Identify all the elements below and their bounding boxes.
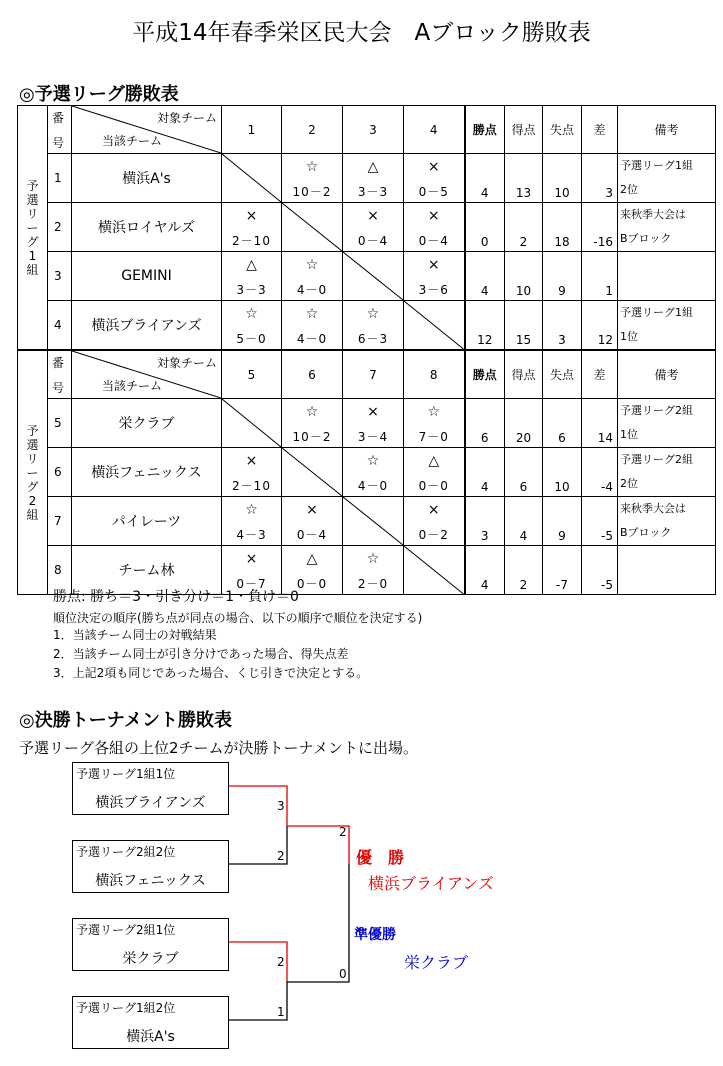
result-score: 0－0 <box>296 577 328 591</box>
diff-value: -5 <box>601 578 613 592</box>
team-name: 栄クラブ <box>72 399 222 448</box>
conceded-value: 3 <box>558 333 566 347</box>
row-number: 8 <box>48 546 72 595</box>
header-points: 勝点 <box>465 350 505 399</box>
group-label-char: 予 <box>26 423 39 438</box>
diff-value: -5 <box>601 529 613 543</box>
result-symbol: ☆ <box>366 306 380 322</box>
group-label-char: 2 <box>28 493 37 508</box>
result-symbol: ☆ <box>245 502 258 518</box>
result-score: 3－3 <box>357 185 389 199</box>
team-name: 横浜ロイヤルズ <box>72 203 222 252</box>
header-scored: 得点 <box>505 350 543 399</box>
header-opponent-number: 3 <box>343 106 404 154</box>
conceded-value: 6 <box>558 431 566 445</box>
header-opponent-number: 5 <box>222 350 282 399</box>
conceded-value: 9 <box>558 284 566 298</box>
result-score: 4－0 <box>296 332 328 346</box>
entry-label: 予選リーグ2組2位 <box>76 845 176 859</box>
header-number-bottom: 号 <box>52 136 65 150</box>
entry-label: 予選リーグ1組1位 <box>76 767 176 781</box>
result-symbol: × <box>245 551 258 567</box>
scored-value: 15 <box>515 333 532 347</box>
points-rule: 勝点: 勝ち＝3・引き分け＝1・負け＝0 <box>53 589 299 605</box>
header-opponent-number: 8 <box>404 350 465 399</box>
group-label-char: グ <box>26 479 39 494</box>
tournament-heading: ◎決勝トーナメント勝敗表 <box>19 710 232 731</box>
row-number: 3 <box>48 252 72 301</box>
group-label-char: ー <box>26 465 39 480</box>
result-score: 6－3 <box>357 332 389 346</box>
result-symbol: × <box>427 159 440 175</box>
header-points: 勝点 <box>465 106 505 154</box>
header-target-team: 対象チーム <box>156 111 217 125</box>
header-opponent-number: 1 <box>222 106 282 154</box>
result-score: 0－4 <box>357 234 389 248</box>
points-value: 4 <box>480 578 489 592</box>
tournament-entry-4 <box>72 996 229 1049</box>
header-conceded: 失点 <box>543 350 582 399</box>
result-score: 2－10 <box>232 234 271 248</box>
group-label-char: 選 <box>26 437 39 452</box>
result-symbol: × <box>427 208 440 224</box>
entry-score-2: 2 <box>277 849 285 863</box>
result-symbol: × <box>427 257 440 273</box>
tournament-entry-1 <box>72 762 229 815</box>
group-label-char: 組 <box>26 262 39 277</box>
conceded-value: 18 <box>554 235 570 249</box>
row-number: 2 <box>48 203 72 252</box>
notes-line-2: 1位 <box>620 330 638 343</box>
group-label-char: グ <box>26 234 39 249</box>
result-symbol: △ <box>246 257 257 273</box>
scored-value: 10 <box>515 284 532 298</box>
result-score: 3－4 <box>357 430 389 444</box>
header-opponent-number: 6 <box>282 350 343 399</box>
entry-label: 予選リーグ2組1位 <box>76 923 176 937</box>
notes-line-1: 予選リーグ1組 <box>620 159 693 172</box>
header-opponent-number: 2 <box>282 106 343 154</box>
notes-line-1: 来秋季大会は <box>620 502 686 515</box>
header-diff: 差 <box>582 106 618 154</box>
rule-item-1: 1．当該チーム同士の対戦結果 <box>53 628 217 642</box>
header-target-team: 対象チーム <box>156 356 217 370</box>
team-name: パイレーツ <box>72 497 222 546</box>
result-score: 0－5 <box>418 185 449 199</box>
order-rule: 順位決定の順序(勝ち点が同点の場合、以下の順序で順位を決定する) <box>53 611 423 625</box>
tournament-entry-2 <box>72 840 229 893</box>
header-diff: 差 <box>582 350 618 399</box>
group-label-char: ー <box>26 220 39 235</box>
diff-value: 12 <box>597 333 613 347</box>
scored-value: 6 <box>519 480 528 494</box>
result-score: 2－10 <box>232 479 271 493</box>
points-value: 3 <box>480 529 489 543</box>
group-label-char: 予 <box>26 178 39 193</box>
header-conceded: 失点 <box>543 106 582 154</box>
conceded-value: 10 <box>554 186 570 200</box>
row-number: 6 <box>48 448 72 497</box>
final-score-bottom: 0 <box>339 967 347 981</box>
notes-line-1: 予選リーグ1組 <box>620 306 693 319</box>
entry-score-4: 1 <box>277 1005 285 1019</box>
result-symbol: ☆ <box>427 404 441 420</box>
points-value: 4 <box>480 480 489 494</box>
points-value: 4 <box>480 186 489 200</box>
rule-item-3: 3．上記2項も同じであった場合、くじ引きで決定とする。 <box>53 666 369 680</box>
entry-team: 横浜A's <box>126 1029 175 1045</box>
entry-team: 横浜ブライアンズ <box>95 795 206 811</box>
scored-value: 20 <box>515 431 532 445</box>
entry-score-3: 2 <box>277 955 285 969</box>
points-value: 4 <box>480 284 489 298</box>
team-name: チーム林 <box>72 546 222 595</box>
notes-line-2: 2位 <box>620 183 638 196</box>
diff-value: -4 <box>601 480 613 494</box>
group-label-char: 選 <box>26 192 39 207</box>
scored-value: 13 <box>515 186 532 200</box>
header-opponent-number: 4 <box>404 106 465 154</box>
result-symbol: ☆ <box>366 551 380 567</box>
conceded-value: 10 <box>554 480 570 494</box>
header-notes: 備考 <box>618 106 716 154</box>
result-symbol: × <box>367 404 379 420</box>
notes-line-2: 1位 <box>620 428 638 441</box>
diff-value: 3 <box>605 186 613 200</box>
final-score-top: 2 <box>339 825 347 839</box>
header-number-bottom: 号 <box>52 381 65 395</box>
result-score: 7－0 <box>418 430 449 444</box>
points-value: 0 <box>480 235 489 249</box>
result-symbol: × <box>427 502 440 518</box>
runner-label: 準優勝 <box>354 927 396 943</box>
group-label-char: 組 <box>26 507 39 522</box>
header-number-top: 番 <box>52 111 65 125</box>
result-symbol: ☆ <box>305 404 319 420</box>
tournament-subtitle: 予選リーグ各組の上位2チームが決勝トーナメントに出場。 <box>19 739 418 757</box>
winner-team: 横浜ブライアンズ <box>368 874 494 893</box>
header-self-team: 当該チーム <box>102 134 163 148</box>
result-score: 4－0 <box>357 479 389 493</box>
result-score: 0－7 <box>236 577 267 591</box>
team-name: 横浜ブライアンズ <box>72 301 222 351</box>
row-number: 7 <box>48 497 72 546</box>
result-score: 4－0 <box>296 283 328 297</box>
result-score: 0－0 <box>418 479 449 493</box>
winner-label: 優 勝 <box>356 848 405 867</box>
group-label-char: リ <box>26 451 39 466</box>
entry-score-1: 3 <box>277 799 285 813</box>
points-value: 6 <box>480 431 489 445</box>
diff-value: 14 <box>597 431 613 445</box>
conceded-value: -7 <box>556 578 568 592</box>
result-symbol: ☆ <box>245 306 258 322</box>
notes-line-1: 予選リーグ2組 <box>620 453 693 466</box>
team-name: 横浜フェニックス <box>72 448 222 497</box>
result-score: 0－4 <box>296 528 328 542</box>
result-symbol: ☆ <box>366 453 380 469</box>
diff-value: -16 <box>593 235 613 249</box>
notes-line-1: 来秋季大会は <box>620 208 686 221</box>
result-score: 2－0 <box>357 577 389 591</box>
team-name: 横浜A's <box>72 154 222 203</box>
scored-value: 2 <box>519 235 528 249</box>
scored-value: 4 <box>519 529 528 543</box>
result-score: 3－6 <box>418 283 449 297</box>
diff-value: 1 <box>605 284 613 298</box>
header-number-top: 番 <box>52 356 65 370</box>
row-number: 4 <box>48 301 72 351</box>
result-score: 4－3 <box>236 528 267 542</box>
header-notes: 備考 <box>618 350 716 399</box>
points-value: 12 <box>477 333 493 347</box>
group-label-char: 1 <box>28 248 37 263</box>
entry-team: 栄クラブ <box>122 951 179 967</box>
result-symbol: × <box>245 208 258 224</box>
result-symbol: × <box>306 502 318 518</box>
result-symbol: △ <box>367 159 379 175</box>
result-symbol: × <box>245 453 258 469</box>
notes-line-2: Bブロック <box>620 526 672 539</box>
result-symbol: ☆ <box>305 159 319 175</box>
header-opponent-number: 7 <box>343 350 404 399</box>
entry-label: 予選リーグ1組2位 <box>76 1001 176 1015</box>
row-number: 5 <box>48 399 72 448</box>
notes-line-1: 予選リーグ2組 <box>620 404 693 417</box>
result-score: 3－3 <box>236 283 267 297</box>
tournament-entry-3 <box>72 918 229 971</box>
runner-team: 栄クラブ <box>404 953 469 972</box>
result-symbol: × <box>367 208 379 224</box>
entry-team: 横浜フェニックス <box>95 873 206 889</box>
result-score: 10－2 <box>292 185 332 199</box>
notes-line-2: 2位 <box>620 477 638 490</box>
result-symbol: △ <box>428 453 440 469</box>
rule-item-2: 2．当該チーム同士が引き分けであった場合、得失点差 <box>53 647 349 661</box>
page-title: 平成14年春季栄区民大会 Aブロック勝敗表 <box>132 20 591 46</box>
result-score: 0－2 <box>418 528 449 542</box>
scored-value: 2 <box>519 578 528 592</box>
group-label-char: リ <box>26 206 39 221</box>
result-score: 5－0 <box>236 332 267 346</box>
header-scored: 得点 <box>505 106 543 154</box>
result-score: 10－2 <box>292 430 332 444</box>
header-self-team: 当該チーム <box>102 379 163 393</box>
bracket-line-final <box>287 864 349 982</box>
result-score: 0－4 <box>418 234 449 248</box>
result-symbol: ☆ <box>305 257 319 273</box>
notes-line-2: Bブロック <box>620 232 672 245</box>
prelim-heading: ◎予選リーグ勝敗表 <box>19 84 179 105</box>
result-symbol: △ <box>306 551 318 567</box>
team-name: GEMINI <box>72 252 222 301</box>
conceded-value: 9 <box>558 529 566 543</box>
result-symbol: ☆ <box>305 306 319 322</box>
row-number: 1 <box>48 154 72 203</box>
